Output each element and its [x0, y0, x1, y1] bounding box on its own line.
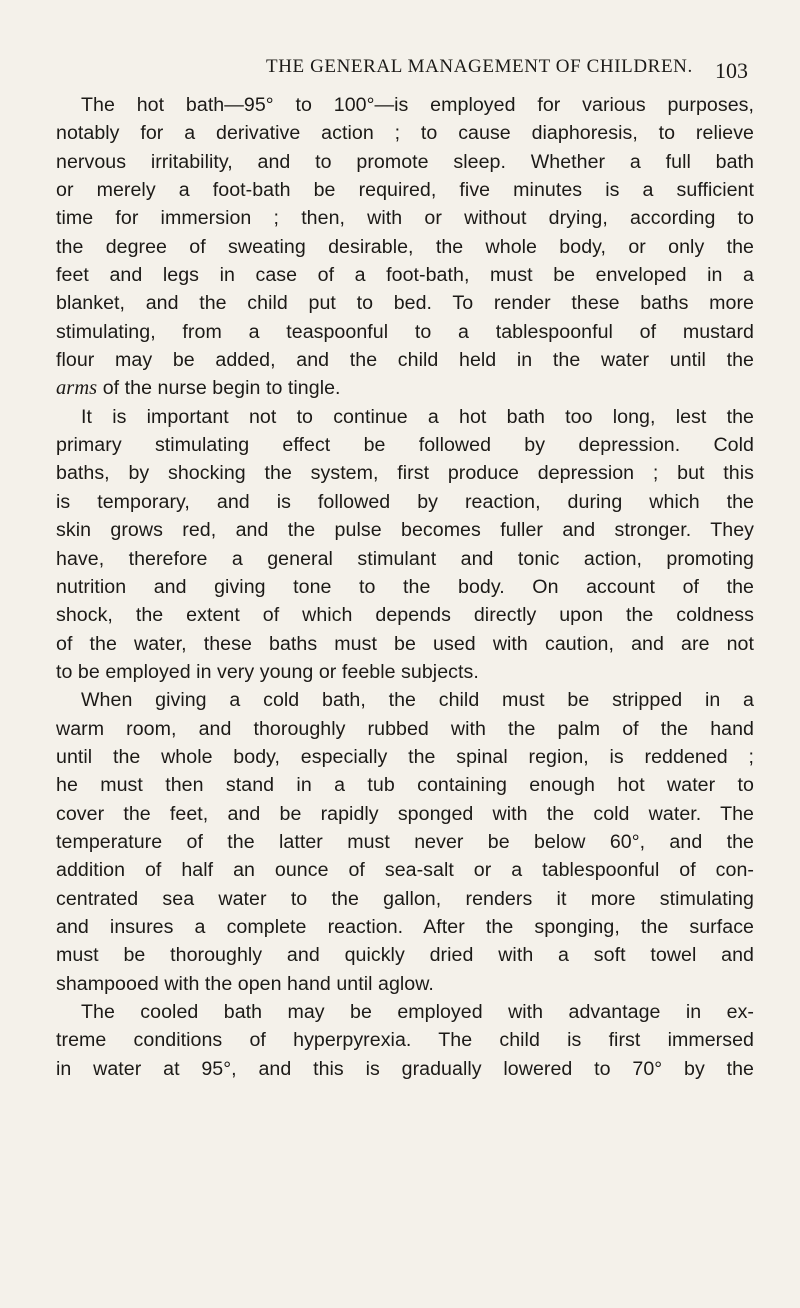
text-line: the degree of sweating desirable, the whole body, or only the [56, 235, 754, 258]
text-line: in water at 95°, and this is gradually lowered to 70° by the [56, 1057, 754, 1080]
text-line: When giving a cold bath, the child must be stripped in a [81, 689, 754, 712]
text-line: and insures a complete reaction. After the sponging, the surface [56, 915, 754, 938]
text-line: cover the feet, and be rapidly sponged with the cold water. The [56, 802, 754, 825]
text-line: is temporary, and is followed by reaction, during which the [56, 490, 754, 513]
running-head: THE GENERAL MANAGEMENT OF CHILDREN. [266, 56, 693, 77]
text-line: warm room, and thoroughly rubbed with the palm of the hand [56, 717, 754, 740]
text-line: nutrition and giving tone to the body. On account of the [56, 575, 754, 598]
text-line: primary stimulating effect be followed by depression. Cold [56, 434, 754, 457]
page-number: 103 [715, 58, 748, 83]
text-line: It is important not to continue a hot bath too long, lest the [81, 405, 754, 428]
text-line: notably for a derivative action ; to cause diaphoresis, to relieve [56, 122, 754, 145]
text-line: blanket, and the child put to bed. To render these baths more [56, 292, 754, 315]
text-line [56, 374, 754, 402]
italic-word: arms [56, 377, 98, 400]
text-line: stimulating, from a teaspoonful to a tablespoonful of mustard [56, 320, 754, 343]
text-line: skin grows red, and the pulse becomes fuller and stronger. They [56, 519, 754, 542]
text-line: must be thoroughly and quickly dried with a soft towel and [56, 944, 754, 967]
text-line: have, therefore a general stimulant and tonic action, promoting [56, 547, 754, 570]
text-line: nervous irritability, and to promote sleep. Whether a full bath [56, 150, 754, 173]
text-line: The hot bath—95° to 100°—is employed for various purposes, [81, 94, 754, 116]
text-line: time for immersion ; then, with or without drying, according to [56, 207, 754, 230]
text-fragment: of the nurse begin to tingle. [97, 377, 341, 400]
text-line: The cooled bath may be employed with advantage in ex- [81, 1001, 754, 1023]
text-line: until the whole body, especially the spinal region, is reddened ; [56, 745, 754, 768]
text-line: flour may be added, and the child held in the water until the [56, 349, 754, 372]
text-line: temperature of the latter must never be below 60°, and the [56, 830, 754, 853]
text-line: addition of half an ounce of sea-salt or a tablespoonful of con- [56, 859, 754, 882]
text-line: or merely a foot-bath be required, five minutes is a sufficient [56, 179, 754, 202]
text-line: of the water, these baths must be used with caution, and are not [56, 632, 754, 655]
text-line: he must then stand in a tub containing enough hot water to [56, 774, 754, 797]
text-line: baths, by shocking the system, first produce depression ; but this [56, 462, 754, 485]
text-line: shock, the extent of which depends directly upon the coldness [56, 604, 754, 627]
body-text [56, 91, 754, 1083]
text-line: feet and legs in case of a foot-bath, must be enveloped in a [56, 264, 754, 287]
text-line: centrated sea water to the gallon, renders it more stimulating [56, 887, 754, 910]
text-line: to be employed in very young or feeble subjects. [56, 660, 479, 683]
text-line: treme conditions of hyperpyrexia. The child is first immersed [56, 1029, 754, 1052]
text-line: shampooed with the open hand until aglow. [56, 972, 434, 995]
